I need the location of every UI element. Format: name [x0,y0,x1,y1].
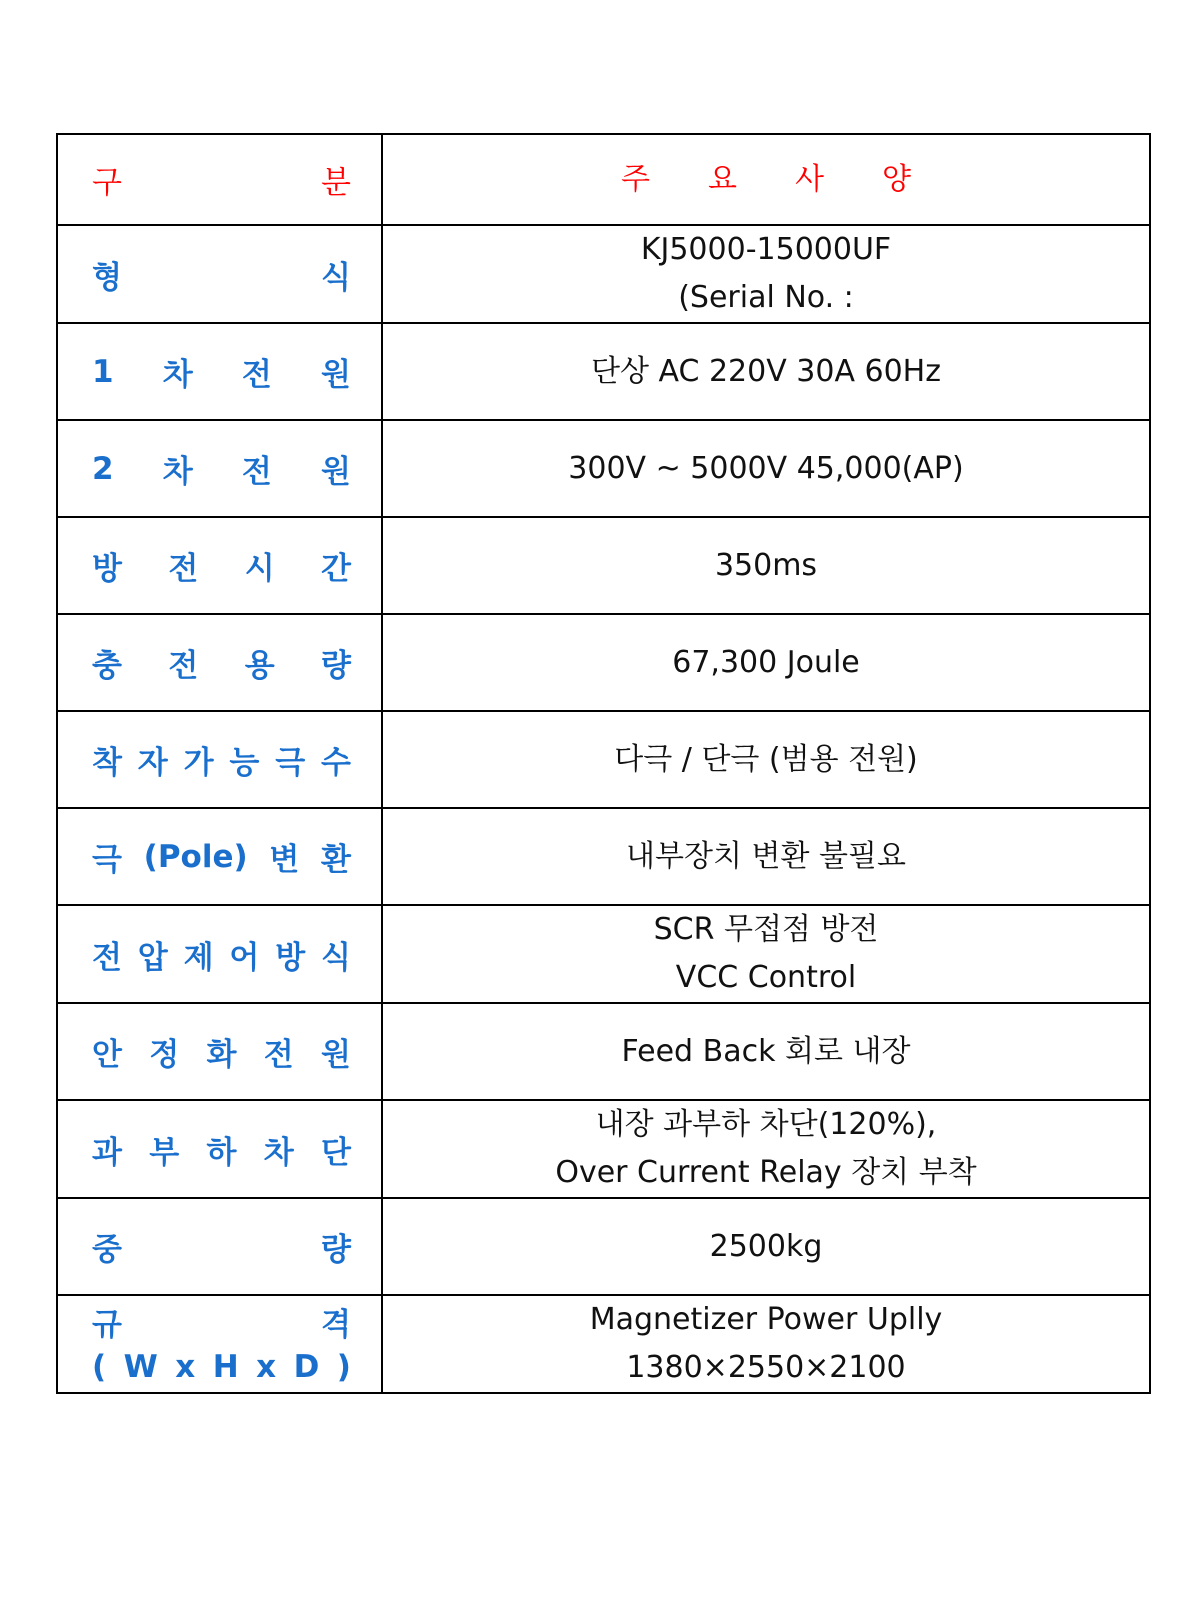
row-value-text: 내부장치 변환 불필요 [626,838,906,874]
row-value-cell [382,614,1150,711]
row-label-cell [57,808,382,905]
row-label-text: x [175,1349,196,1385]
row-label-text: 전 [241,454,272,490]
row-label-text: 중 [92,1232,122,1268]
row-label-text: 과 [92,1134,122,1171]
row-value-text: 다극 / 단극 (범용 전원) [614,741,918,777]
row-label-text: 전 [241,357,272,393]
table-row [57,420,1150,517]
row-label-text: 차 [263,1134,294,1171]
row-value-text: 단상 AC 220V 30A 60Hz [590,353,941,389]
header-spec-char: 양 [882,161,911,197]
row-value-cell [382,808,1150,905]
row-value-text: 350ms [714,547,818,583]
row-label-cell [57,1295,382,1393]
row-value-cell [382,1003,1150,1100]
header-category-cell [57,134,382,225]
row-label-text: 극 [275,745,306,781]
header-spec-cell [382,134,1150,225]
row-label-text: 충 [92,648,122,684]
row-value-text: 내장 과부하 차단(120%), [595,1107,937,1142]
row-label-cell [57,225,382,323]
row-label-text: 변 [269,842,300,878]
row-label-cell [57,1003,382,1100]
header-category-char: 분 [321,165,351,201]
row-value-text: (Serial No. : [678,280,854,315]
spec-table [56,133,1151,1394]
table-row [57,1295,1150,1393]
row-label-text: H [212,1349,239,1385]
row-value-text: 1380×2550×2100 [626,1350,906,1385]
table-row [57,517,1150,614]
table-row [57,808,1150,905]
row-value-cell [382,225,1150,323]
row-label-text: 부 [149,1134,180,1171]
row-label-text: 방 [275,939,306,976]
row-value-text: 2500kg [709,1228,823,1264]
row-label-cell [57,1100,382,1198]
row-label-text: 식 [320,939,351,976]
row-label-text: 원 [321,454,351,490]
row-label-text: ( [92,1349,107,1385]
row-label-cell [57,1198,382,1295]
row-label-text: 간 [321,551,351,587]
row-label-text: 1 [92,353,114,390]
table-row [57,1100,1150,1198]
header-spec-char: 사 [795,161,824,197]
row-label-text: 제 [183,939,214,976]
row-value-cell [382,420,1150,517]
row-label-text: 어 [229,939,260,976]
row-label-text: D [293,1349,320,1385]
row-label-text: 식 [321,259,351,296]
row-label-text: 규 [92,1306,122,1343]
row-label-text: 환 [321,842,351,878]
row-value-text: KJ5000-15000UF [640,232,892,267]
row-label-text: 격 [321,1306,351,1343]
row-value-cell [382,1100,1150,1198]
table-header-row [57,134,1150,225]
row-label-text: 수 [320,745,351,781]
row-label-text: x [256,1349,277,1385]
row-label-cell [57,905,382,1003]
row-label-text: 용 [244,648,275,684]
row-value-cell [382,711,1150,808]
row-label-text: 극 [92,842,122,878]
row-label-text: 원 [321,357,351,393]
row-label-text: ) [336,1349,351,1385]
row-label-cell [57,614,382,711]
table-row [57,1198,1150,1295]
row-label-text: 전 [168,648,199,684]
row-label-text: 량 [321,1232,351,1268]
row-label-text: 하 [206,1134,237,1171]
row-label-text: 자 [137,745,168,781]
row-label-text: 단 [321,1134,351,1171]
row-label-text: 시 [244,551,275,587]
row-label-text: 형 [92,259,122,296]
row-value-text: 67,300 Joule [672,644,860,680]
table-row [57,614,1150,711]
row-label-text: 착 [92,745,122,781]
row-value-cell [382,1198,1150,1295]
row-label-text: W [123,1349,158,1385]
table-row [57,225,1150,323]
row-label-cell [57,517,382,614]
row-label-text: 정 [149,1037,180,1073]
row-label-cell [57,323,382,420]
table-row [57,323,1150,420]
row-label-text: (Pole) [143,838,248,875]
row-value-cell [382,323,1150,420]
row-label-text: 압 [137,939,168,976]
row-label-text: 전 [168,551,199,587]
row-label-text: 방 [92,551,122,587]
row-label-text: 차 [162,454,193,490]
row-label-text: 전 [263,1037,294,1073]
table-row [57,711,1150,808]
row-value-text: SCR 무접점 방전 [653,912,879,947]
header-spec-char: 요 [708,161,737,197]
row-value-text: Over Current Relay 장치 부착 [555,1155,977,1190]
row-label-text: 안 [92,1037,122,1073]
row-value-text: Magnetizer Power Uplly [589,1302,943,1337]
row-value-text: 300V ~ 5000V 45,000(AP) [568,450,964,486]
row-label-text: 2 [92,450,114,487]
row-label-text: 차 [162,357,193,393]
header-spec-char: 주 [621,161,650,197]
row-label-text: 원 [321,1037,351,1073]
row-label-text: 능 [229,745,260,781]
header-category-char: 구 [92,165,122,201]
row-value-cell [382,517,1150,614]
row-label-cell [57,711,382,808]
row-label-text: 량 [321,648,351,684]
row-value-text: VCC Control [675,960,857,995]
row-value-cell [382,905,1150,1003]
row-value-text: Feed Back 회로 내장 [621,1033,911,1069]
row-value-cell [382,1295,1150,1393]
table-row [57,1003,1150,1100]
row-label-cell [57,420,382,517]
row-label-text: 화 [206,1037,237,1073]
table-row [57,905,1150,1003]
row-label-text: 가 [183,745,214,781]
row-label-text: 전 [92,939,122,976]
